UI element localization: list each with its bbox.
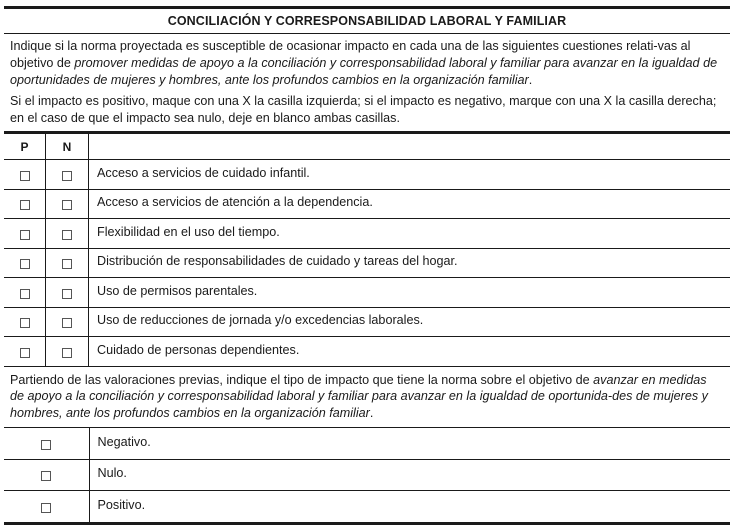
positive-checkbox[interactable] (20, 259, 30, 269)
summary-end: . (369, 405, 374, 420)
header-negative: N (46, 134, 89, 159)
row-label: Acceso a servicios de cuidado infantil. (97, 165, 310, 180)
impact-checkbox[interactable] (41, 503, 51, 513)
negative-cell (46, 308, 89, 337)
positive-checkbox[interactable] (20, 289, 30, 299)
positive-cell (4, 219, 46, 248)
positive-cell (4, 190, 46, 219)
negative-checkbox[interactable] (62, 259, 72, 269)
table-row (4, 249, 730, 278)
impact-option-row (4, 428, 730, 459)
row-label: Acceso a servicios de atención a la dependencia. (97, 195, 373, 210)
table-row (4, 308, 730, 337)
table-header (4, 134, 730, 159)
positive-cell (4, 278, 46, 307)
header-description (89, 134, 730, 159)
summary-text: Partiendo de las valoraciones previas, indique el tipo de impacto que tiene la norma sobre el objetivo de (10, 372, 594, 387)
impact-option-row (4, 460, 730, 491)
instructions-paragraph: Si el impacto es positivo, maque con una X la casilla izquierda; si el impacto es negativo, marque con una X la casilla derecha; en el caso de que el impacto sea nulo, deje en blanco ambas casillas. (10, 94, 717, 125)
impact-option-label: Negativo. (97, 434, 151, 449)
row-label: Distribución de responsabilidades de cuidado y tareas del hogar. (97, 254, 458, 269)
negative-cell (46, 190, 89, 219)
intro-end: . (528, 73, 533, 87)
negative-cell (46, 249, 89, 278)
impact-option-label: Nulo. (97, 466, 127, 481)
impact-checkbox[interactable] (41, 440, 51, 450)
form-title: CONCILIACIÓN Y CORRESPONSABILIDAD LABORAL Y FAMILIAR (167, 14, 567, 28)
negative-checkbox[interactable] (62, 348, 72, 358)
impact-option-label: Positivo. (97, 497, 146, 512)
impact-checkbox[interactable] (41, 471, 51, 481)
positive-checkbox[interactable] (20, 171, 30, 181)
bottom-border (4, 522, 730, 525)
negative-checkbox[interactable] (62, 200, 72, 210)
row-label: Flexibilidad en el uso del tiempo. (97, 224, 280, 239)
row-label: Uso de reducciones de jornada y/o excedencias laborales. (97, 313, 424, 328)
table-row (4, 160, 730, 189)
negative-cell (46, 337, 89, 366)
negative-checkbox[interactable] (62, 289, 72, 299)
summary-objective-text: avanzar en medidas de apoyo a la conciliación y corresponsabilidad laboral y familiar para avanzar en la igualdad de oportunida-des de mujeres y hombres, ante los profundos cambios en la organización familiar (10, 372, 708, 420)
conciliation-form (4, 6, 730, 525)
table-row (4, 337, 730, 366)
negative-checkbox[interactable] (62, 230, 72, 240)
negative-checkbox[interactable] (62, 318, 72, 328)
impact-checkbox-cell (4, 460, 90, 491)
positive-cell (4, 308, 46, 337)
negative-cell (46, 219, 89, 248)
negative-checkbox[interactable] (62, 171, 72, 181)
positive-checkbox[interactable] (20, 230, 30, 240)
negative-cell (46, 160, 89, 189)
table-row (4, 278, 730, 307)
row-label: Uso de permisos parentales. (97, 283, 258, 298)
positive-checkbox[interactable] (20, 348, 30, 358)
impact-checkbox-cell (4, 428, 90, 459)
impact-checkbox-cell (4, 491, 90, 522)
table-row (4, 219, 730, 248)
positive-cell (4, 337, 46, 366)
table-row (4, 190, 730, 219)
positive-checkbox[interactable] (20, 318, 30, 328)
intro-text: Indique si la norma proyectada es susceptible de ocasionar impacto en cada una de las siguientes cuestiones relati-vas al objetivo de (10, 39, 691, 70)
negative-cell (46, 278, 89, 307)
impact-option-row (4, 491, 730, 522)
positive-checkbox[interactable] (20, 200, 30, 210)
positive-cell (4, 249, 46, 278)
positive-cell (4, 160, 46, 189)
header-positive: P (4, 134, 46, 159)
intro-paragraph (4, 34, 730, 89)
summary-paragraph (4, 367, 730, 428)
intro-objective-text: promover medidas de apoyo a la conciliación y corresponsabilidad laboral y familiar para avanzar en la igualdad de oportunidades de mujeres y hombres, ante los profundos cambios en la organización familiar (10, 56, 718, 87)
row-label: Cuidado de personas dependientes. (97, 342, 300, 357)
